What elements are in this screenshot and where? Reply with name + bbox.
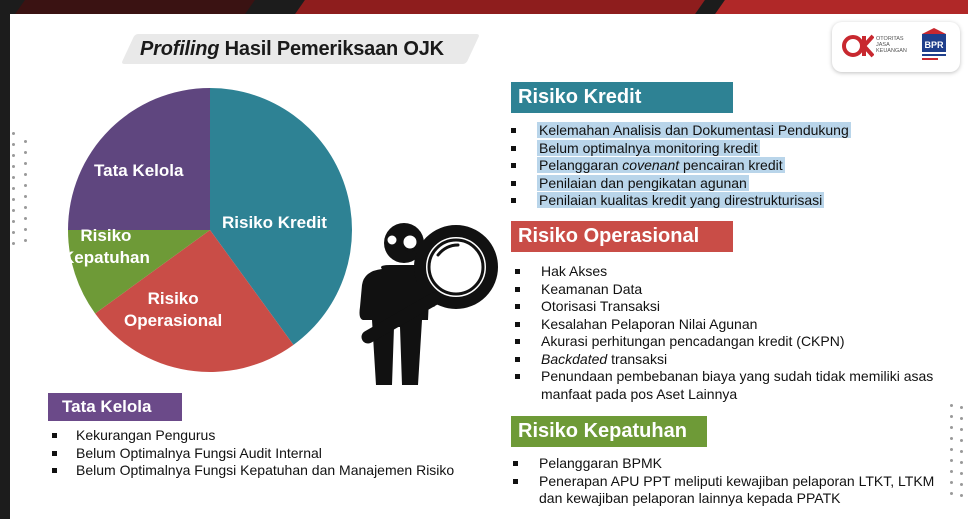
pie-label-operasional-line2: Operasional xyxy=(124,311,223,330)
list-item-italic: covenant xyxy=(622,157,680,174)
title-italic: Profiling xyxy=(140,38,220,60)
list-item: Hak Akses xyxy=(515,263,935,281)
magnifier-person-icon xyxy=(338,215,508,387)
pie-label-kepatuhan-line2: Kepatuhan xyxy=(62,248,150,267)
list-item xyxy=(511,175,951,193)
list-item-text: transaksi xyxy=(611,350,668,367)
list-item-text: Penilaian dan pengikatan agunan xyxy=(539,174,747,191)
header-tata-kelola: Tata Kelola xyxy=(48,393,182,421)
list-risiko-operasional xyxy=(515,263,935,403)
pie-label-kepatuhan-line1: Risiko xyxy=(80,226,132,245)
list-risiko-kepatuhan xyxy=(513,455,943,508)
list-item-italic: Backdated xyxy=(541,350,608,367)
list-item: Penerapan APU PPT meliputi kewajiban pelaporan LTKT, LTKM dan kewajiban pelaporan lainnya kepada PPATK xyxy=(513,473,943,508)
decorative-dots xyxy=(950,404,956,503)
pie-label-kredit: Risiko Kredit xyxy=(222,213,327,232)
bpr-logo-text: BPR xyxy=(924,40,944,50)
header-risiko-kredit: Risiko Kredit xyxy=(511,82,733,113)
pie-label-operasional-line1: Risiko xyxy=(147,289,199,308)
header-risiko-operasional: Risiko Operasional xyxy=(511,221,733,252)
pie-label-operasional xyxy=(124,288,222,332)
list-item: Akurasi perhitungan pencadangan kredit (CKPN) xyxy=(515,333,935,351)
list-item-text xyxy=(537,157,785,173)
banner-stripe xyxy=(715,0,968,14)
list-tata-kelola xyxy=(52,427,492,480)
decorative-dots xyxy=(960,406,966,505)
ojk-logo-text: OTORITAS JASA KEUANGAN xyxy=(876,36,907,54)
pie-slice-tata-kelola xyxy=(68,88,210,230)
left-border xyxy=(0,0,10,519)
banner-stripe xyxy=(15,0,255,14)
list-item-text: Kelemahan Analisis dan Dokumentasi Pendukung xyxy=(539,122,849,138)
list-item xyxy=(511,157,951,175)
list-item: Belum Optimalnya Fungsi Kepatuhan dan Manajemen Risiko xyxy=(52,462,492,480)
list-item: Penundaan pembebanan biaya yang sudah tidak memiliki asas manfaat pada pos Aset Lainnya xyxy=(515,368,935,403)
ojk-logo-icon xyxy=(842,32,874,60)
pie-label-kepatuhan xyxy=(62,225,150,269)
list-item: Kesalahan Pelaporan Nilai Agunan xyxy=(515,316,935,334)
list-item: Pelanggaran BPMK xyxy=(513,455,943,473)
bpr-logo-icon xyxy=(920,28,948,64)
list-item: Keamanan Data xyxy=(515,281,935,299)
banner-stripe xyxy=(295,0,705,14)
list-item: Kekurangan Pengurus xyxy=(52,427,492,445)
pie-label-tatakelola: Tata Kelola xyxy=(94,161,184,180)
top-banner xyxy=(0,0,968,14)
header-risiko-kepatuhan: Risiko Kepatuhan xyxy=(511,416,707,447)
page-title-block xyxy=(128,30,488,70)
list-item-text-part: Pelanggaran xyxy=(539,157,623,174)
title-rest: Hasil Pemeriksaan OJK xyxy=(219,38,444,60)
logo-box xyxy=(832,22,960,72)
decorative-dots xyxy=(12,132,18,253)
list-item xyxy=(511,192,951,210)
list-item xyxy=(511,122,951,140)
list-item: Belum Optimalnya Fungsi Audit Internal xyxy=(52,445,492,463)
list-item xyxy=(511,140,951,158)
page-title xyxy=(140,38,444,61)
decorative-dots xyxy=(24,140,30,250)
list-item: Otorisasi Transaksi xyxy=(515,298,935,316)
list-item-text: Penilaian kualitas kredit yang direstrukturisasi xyxy=(539,192,823,209)
list-item xyxy=(515,351,935,369)
list-item-text: Belum optimalnya monitoring kredit xyxy=(539,139,758,156)
list-item-text-part: pencairan kredit xyxy=(679,157,783,174)
list-risiko-kredit xyxy=(511,122,951,210)
